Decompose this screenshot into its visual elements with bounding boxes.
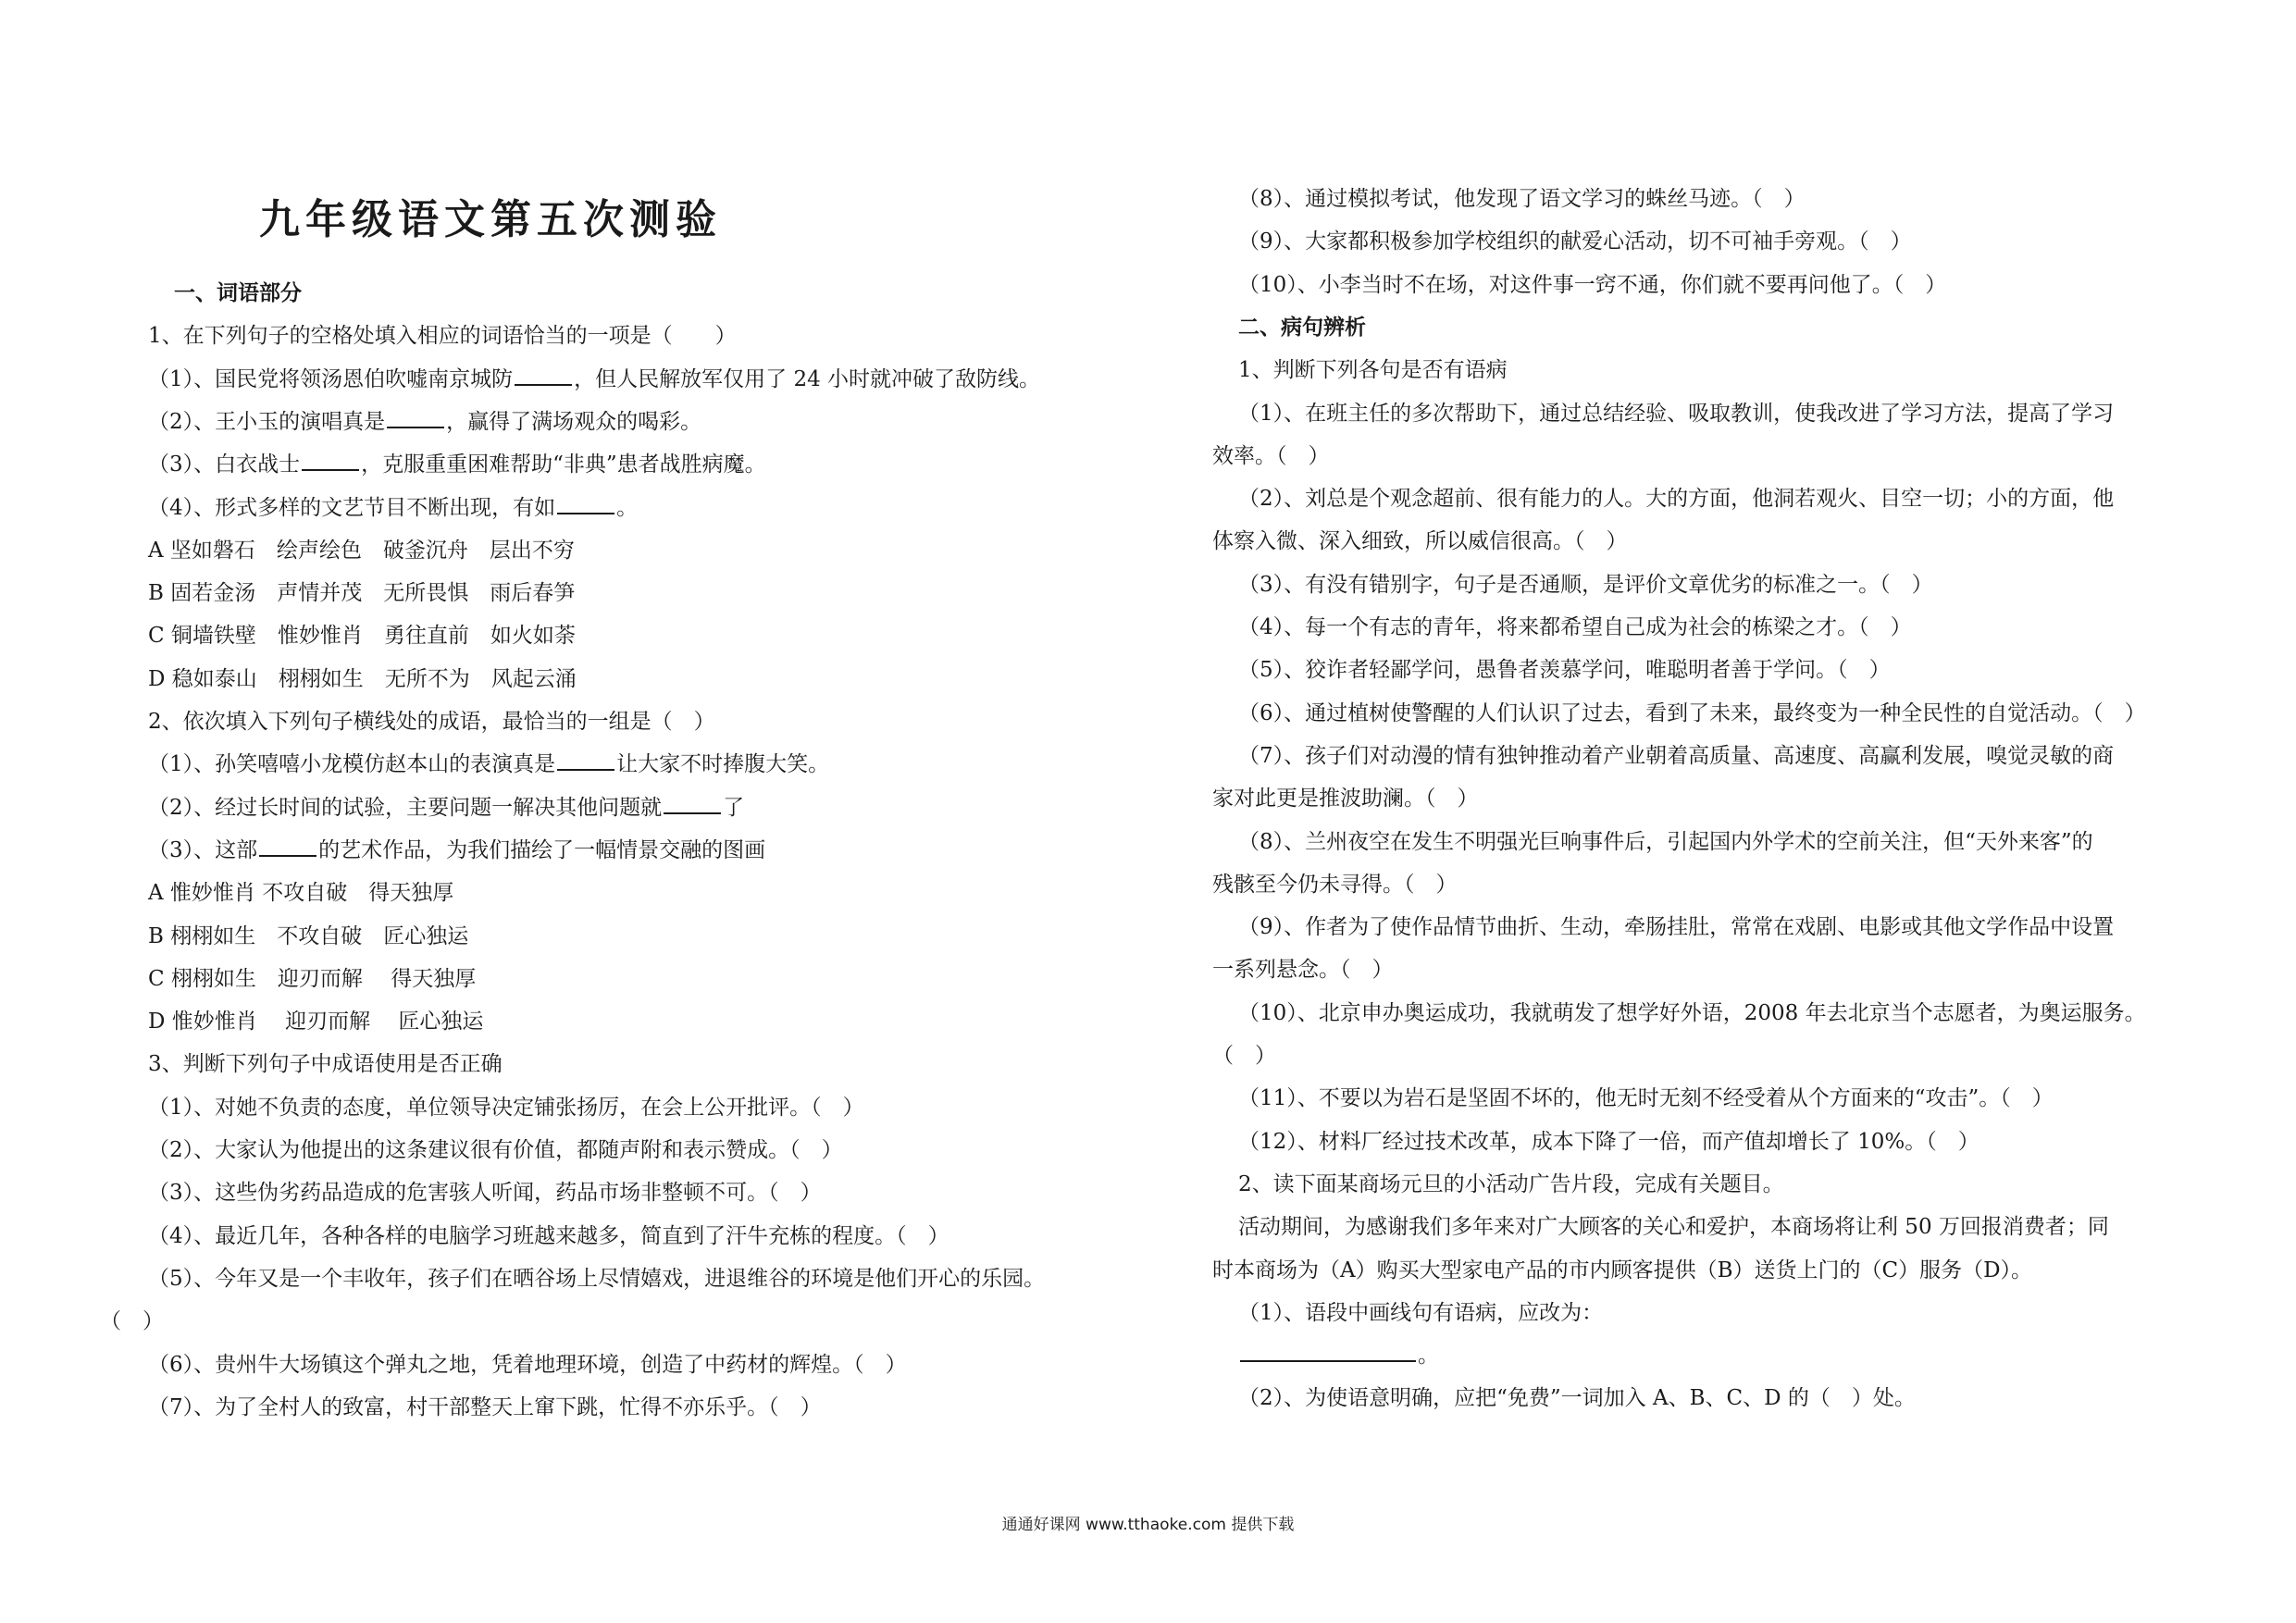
line-text: （7）、孩子们对动漫的情有独钟推动着产业朝着高质量、高速度、高赢利发展，嗅觉灵敏的商 <box>1238 743 2115 768</box>
text-line <box>148 879 453 907</box>
line-text-after-blank: 了 <box>723 795 745 820</box>
text-line <box>148 365 1040 393</box>
line-text: （2）、刘总是个观念超前、很有能力的人。大的方面，他洞若观火、目空一切；小的方面，他 <box>1238 487 2115 512</box>
text-line <box>148 1222 949 1250</box>
fill-in-blank <box>387 408 444 428</box>
line-text: （10）、小李当时不在场，对这件事一窍不通，你们就不要再问他了。（ ） <box>1238 272 1947 297</box>
line-text: 1、在下列句子的空格处填入相应的词语恰当的一项是（ ） <box>148 324 737 349</box>
text-line <box>1238 356 1508 384</box>
line-text: （1）、在班主任的多次帮助下，通过总结经验、吸取教训，使我改进了学习方法，提高了学习 <box>1238 401 2115 426</box>
text-line <box>148 1094 864 1121</box>
line-text: （9）、作者为了使作品情节曲折、生动，牵肠挂肚，常常在戏剧、电影或其他文学作品中设置 <box>1238 915 2115 940</box>
line-text: 效率。（ ） <box>1212 443 1330 468</box>
line-text: （ ） <box>100 1309 164 1334</box>
text-line <box>148 1136 843 1164</box>
line-text: 2、依次填入下列句子横线处的成语，最恰当的一组是（ ） <box>148 710 715 734</box>
line-text: （6）、贵州牛大场镇这个弹丸之地，凭着地理环境，创造了中药材的辉煌。（ ） <box>148 1352 907 1377</box>
line-text: D 稳如泰山 栩栩如生 无所不为 风起云涌 <box>148 666 577 691</box>
line-text: D 惟妙惟肖 迎刃而解 匠心独运 <box>148 1010 484 1035</box>
line-text: （6）、通过植树使警醒的人们认识了过去，看到了未来，最终变为一种全民性的自觉活动。（ ） <box>1238 700 2146 725</box>
line-text: （7）、为了全村人的致富，村干部整天上窜下跳，忙得不亦乐乎。（ ） <box>148 1394 822 1419</box>
text-line <box>1238 1384 1916 1412</box>
line-text: （3）、这些伪劣药品造成的危害骇人听闻，药品市场非整顿不可。（ ） <box>148 1181 822 1206</box>
text-line <box>1238 742 2114 770</box>
line-text: （9）、大家都积极参加学校组织的献爱心活动，切不可袖手旁观。（ ） <box>1238 229 1912 254</box>
text-line <box>1212 871 1458 898</box>
text-line <box>148 622 576 650</box>
line-text: （4）、每一个有志的青年，将来都希望自己成为社会的栋梁之才。（ ） <box>1238 615 1912 639</box>
text-line <box>1212 785 1479 812</box>
line-text: （5）、狡诈者轻鄙学问，愚鲁者羡慕学问，唯聪明者善于学问。（ ） <box>1238 658 1891 683</box>
text-line <box>1238 1171 1784 1198</box>
line-text: 1、判断下列各句是否有语病 <box>1238 358 1508 383</box>
text-line <box>1238 571 1933 599</box>
text-line <box>1238 485 2114 513</box>
line-text-after-blank: 让大家不时捧腹大笑。 <box>616 752 830 777</box>
page-title: 九年级语文第五次测验 <box>259 196 722 243</box>
line-text: B 固若金汤 声情并茂 无所畏惧 雨后春笋 <box>148 581 576 606</box>
line-text-before-blank: （2）、王小玉的演唱真是 <box>148 409 386 434</box>
line-text: C 铜墙铁壁 惟妙惟肖 勇往直前 如火如荼 <box>148 624 576 649</box>
text-line <box>1212 1257 2032 1284</box>
line-text: A 坚如磐石 绘声绘色 破釜沉舟 层出不穷 <box>148 538 575 563</box>
text-line <box>148 1265 1045 1293</box>
line-text: C 栩栩如生 迎刃而解 得天独厚 <box>148 966 477 991</box>
text-line <box>148 923 468 950</box>
line-text-before-blank: （4）、形式多样的文艺节目不断出现，有如 <box>148 495 556 520</box>
text-line <box>1238 1342 1439 1369</box>
text-line <box>148 408 701 436</box>
text-line <box>1238 1128 1980 1156</box>
fill-in-blank <box>259 836 316 857</box>
text-line <box>148 1351 907 1379</box>
text-line <box>148 708 715 736</box>
text-line <box>148 965 476 993</box>
text-line <box>1238 700 2146 727</box>
text-line <box>148 665 577 693</box>
text-line <box>1238 271 1946 299</box>
line-text-before-blank: （2）、经过长时间的试验，主要问题一解决其他问题就 <box>148 795 663 820</box>
line-text-before-blank: （1）、国民党将领汤恩伯吹嘘南京城防 <box>148 366 514 391</box>
fill-in-blank <box>557 750 614 771</box>
line-text: 二、病句辨析 <box>1238 314 1366 340</box>
text-line <box>100 1307 164 1335</box>
line-text: 体察入微、深入细致，所以威信很高。（ ） <box>1212 529 1628 554</box>
line-text-before-blank: （3）、白衣战士 <box>148 452 301 477</box>
line-text-after-blank: ，赢得了满场观众的喝彩。 <box>446 409 702 434</box>
text-line <box>148 494 638 522</box>
fill-in-blank <box>1240 1342 1416 1362</box>
line-text: B 栩栩如生 不攻自破 匠心独运 <box>148 923 469 948</box>
text-line <box>1238 913 2114 941</box>
line-text-after-blank: ，克服重重困难帮助“非典”患者战胜病魔。 <box>361 452 766 477</box>
text-line <box>1238 828 2093 856</box>
line-text: 3、判断下列句子中成语使用是否正确 <box>148 1052 503 1077</box>
line-text: （2）、大家认为他提出的这条建议很有价值，都随声附和表示赞成。（ ） <box>148 1138 843 1162</box>
line-text: （8）、兰州夜空在发生不明强光巨响事件后，引起国内外学术的空前关注，但“天外来客”的 <box>1238 829 2093 854</box>
text-line <box>148 836 765 864</box>
line-text: （12）、材料厂经过技术改革，成本下降了一倍，而产值却增长了 10%。（ ） <box>1238 1129 1980 1154</box>
text-line <box>1212 527 1628 555</box>
line-text: 家对此更是推波助澜。（ ） <box>1212 787 1479 812</box>
text-line <box>148 579 575 607</box>
line-text: （5）、今年又是一个丰收年，孩子们在晒谷场上尽情嬉戏，进退维谷的环境是他们开心的乐园。 <box>148 1266 1046 1291</box>
text-line <box>148 1394 822 1421</box>
line-text: 残骸至今仍未寻得。（ ） <box>1212 872 1458 897</box>
text-line <box>148 451 766 478</box>
line-text-after-blank: 的艺术作品，为我们描绘了一幅情景交融的图画 <box>318 837 766 862</box>
line-text-after-blank: 。 <box>616 495 639 520</box>
fill-in-blank <box>302 451 359 471</box>
line-text: （2）、为使语意明确，应把“免费”一词加入 A、B、C、D 的（ ）处。 <box>1238 1386 1916 1411</box>
text-line <box>1212 1042 1276 1070</box>
line-text: （11）、不要以为岩石是坚固不坏的，他无时无刻不经受着从个方面来的“攻击”。（ ） <box>1238 1086 2054 1111</box>
text-line <box>1212 956 1394 984</box>
text-line <box>1238 228 1912 255</box>
text-line <box>148 537 575 564</box>
fill-in-blank <box>664 794 721 814</box>
section-heading <box>1238 314 1366 341</box>
fill-in-blank <box>557 494 614 514</box>
line-text: （1）、对她不负责的态度，单位领导决定铺张扬厉，在会上公开批评。（ ） <box>148 1095 864 1120</box>
line-text: 一、词语部分 <box>174 280 302 305</box>
text-line <box>1238 613 1912 641</box>
text-line <box>148 1050 503 1078</box>
line-text: 时本商场为（A）购买大型家电产品的市内顾客提供（B）送货上门的（C）服务（D）。 <box>1212 1258 2033 1282</box>
text-line <box>1238 400 2114 427</box>
text-line <box>148 750 829 778</box>
text-line <box>1238 1213 2109 1241</box>
line-text: 2、读下面某商场元旦的小活动广告片段，完成有关题目。 <box>1238 1171 1784 1196</box>
text-line <box>1212 442 1330 470</box>
text-line <box>148 794 744 822</box>
text-line <box>1238 1084 2054 1112</box>
text-line <box>1238 1299 1603 1327</box>
text-line <box>1238 656 1891 684</box>
footer-credit: 通通好课网 www.tthaoke.com 提供下载 <box>1001 1516 1295 1534</box>
line-text: （1）、语段中画线句有语病，应改为： <box>1238 1300 1604 1325</box>
fill-in-blank <box>515 365 572 386</box>
section-heading <box>174 279 302 307</box>
text-line <box>1238 999 2146 1027</box>
line-text: （ ） <box>1212 1044 1276 1068</box>
text-line <box>148 322 737 350</box>
line-text: （8）、通过模拟考试，他发现了语文学习的蛛丝马迹。（ ） <box>1238 187 1806 211</box>
line-text-before-blank: （1）、孙笑嘻嘻小龙模仿赵本山的表演真是 <box>148 752 556 777</box>
text-line <box>148 1008 483 1035</box>
text-line <box>148 1179 822 1207</box>
line-text-after-blank: 。 <box>1418 1344 1439 1369</box>
line-text: A 惟妙惟肖 不攻自破 得天独厚 <box>148 881 454 906</box>
line-text: （4）、最近几年，各种各样的电脑学习班越来越多，简直到了汗牛充栋的程度。（ ） <box>148 1223 949 1248</box>
line-text: 一系列悬念。（ ） <box>1212 958 1394 983</box>
line-text: 活动期间，为感谢我们多年来对广大顾客的关心和爱护，本商场将让利 50 万回报消费者；同 <box>1238 1215 2109 1240</box>
line-text-before-blank: （3）、这部 <box>148 837 258 862</box>
line-text: （10）、北京申办奥运成功，我就萌发了想学好外语，2008 年去北京当个志愿者，为奥运服务。 <box>1238 1000 2146 1025</box>
text-line <box>1238 185 1806 213</box>
line-text-after-blank: ，但人民解放军仅用了 24 小时就冲破了敌防线。 <box>574 366 1041 391</box>
line-text: （3）、有没有错别字，句子是否通顺，是评价文章优劣的标准之一。（ ） <box>1238 572 1933 597</box>
